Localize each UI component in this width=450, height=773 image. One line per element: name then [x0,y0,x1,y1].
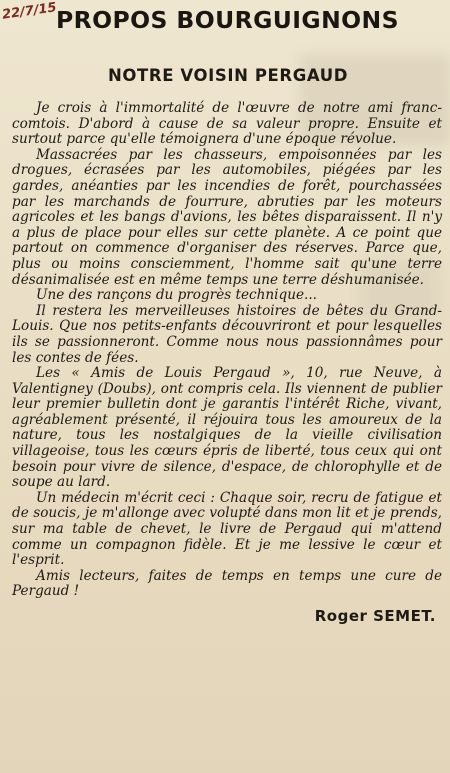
headline: PROPOS BOURGUIGNONS [56,6,399,34]
article-paragraph: Massacrées par les chasseurs, empoisonnées par les drogues, écrasées par les automobiles, piégées par les gardes, anéanties par les incendies de forêt, pourchassées par les marchands de fourrure, abruties par les moteurs agricoles et les bangs d'avions, les bêtes disparaissent. Il n'y a plus de place pour elles sur cette planète. A ce point que partout on commence d'organiser des réserves. Parce que, plus ou moins consciemment, l'homme sait qu'une terre désanimalisée est en même temps une terre déshumanisée. [12,146,442,288]
handwritten-date: 22/7/15 [1,0,58,23]
article-body [12,101,442,600]
article-title: NOTRE VOISIN PERGAUD [108,66,349,85]
author-signature: Roger SEMET. [314,607,436,625]
article-paragraph: Je crois à l'immortalité de l'œuvre de notre ami franc-comtois. D'abord à cause de sa valeur propre. Ensuite et surtout parce qu'elle témoignera d'une époque révolue. [12,100,442,148]
article-paragraph: Un médecin m'écrit ceci : Chaque soir, recru de fatigue et de soucis, je m'allonge avec volupté dans mon lit et je prends, sur ma table de chevet, le livre de Pergaud qui m'attend comme un compagnon fidèle. Et je me lessive le cœur et l'esprit. [12,489,442,569]
article-paragraph: Il restera les merveilleuses histoires de bêtes du Grand-Louis. Que nos petits-enfants découvriront et pour lesquelles ils se passionneront. Comme nous nous passionnâmes pour les contes de fées. [12,302,442,366]
article-paragraph: Une des rançons du progrès technique... [36,287,317,304]
article-paragraph: Les « Amis de Louis Pergaud », 10, rue Neuve, à Valentigney (Doubs), ont compris cela. Ils viennent de publier leur premier bulletin dont je garantis l'intérêt Riche, vivant, agréablement présenté, il réjouira tous les amoureux de la nature, tous les nostalgiques de la vieille civilisation villageoise, tous les cœurs épris de liberté, tous ceux qui ont besoin pour vivre de silence, d'espace, de chlorophylle et de soupe au lard. [12,365,442,491]
article-paragraph: Amis lecteurs, faites de temps en temps une cure de Pergaud ! [12,567,442,600]
